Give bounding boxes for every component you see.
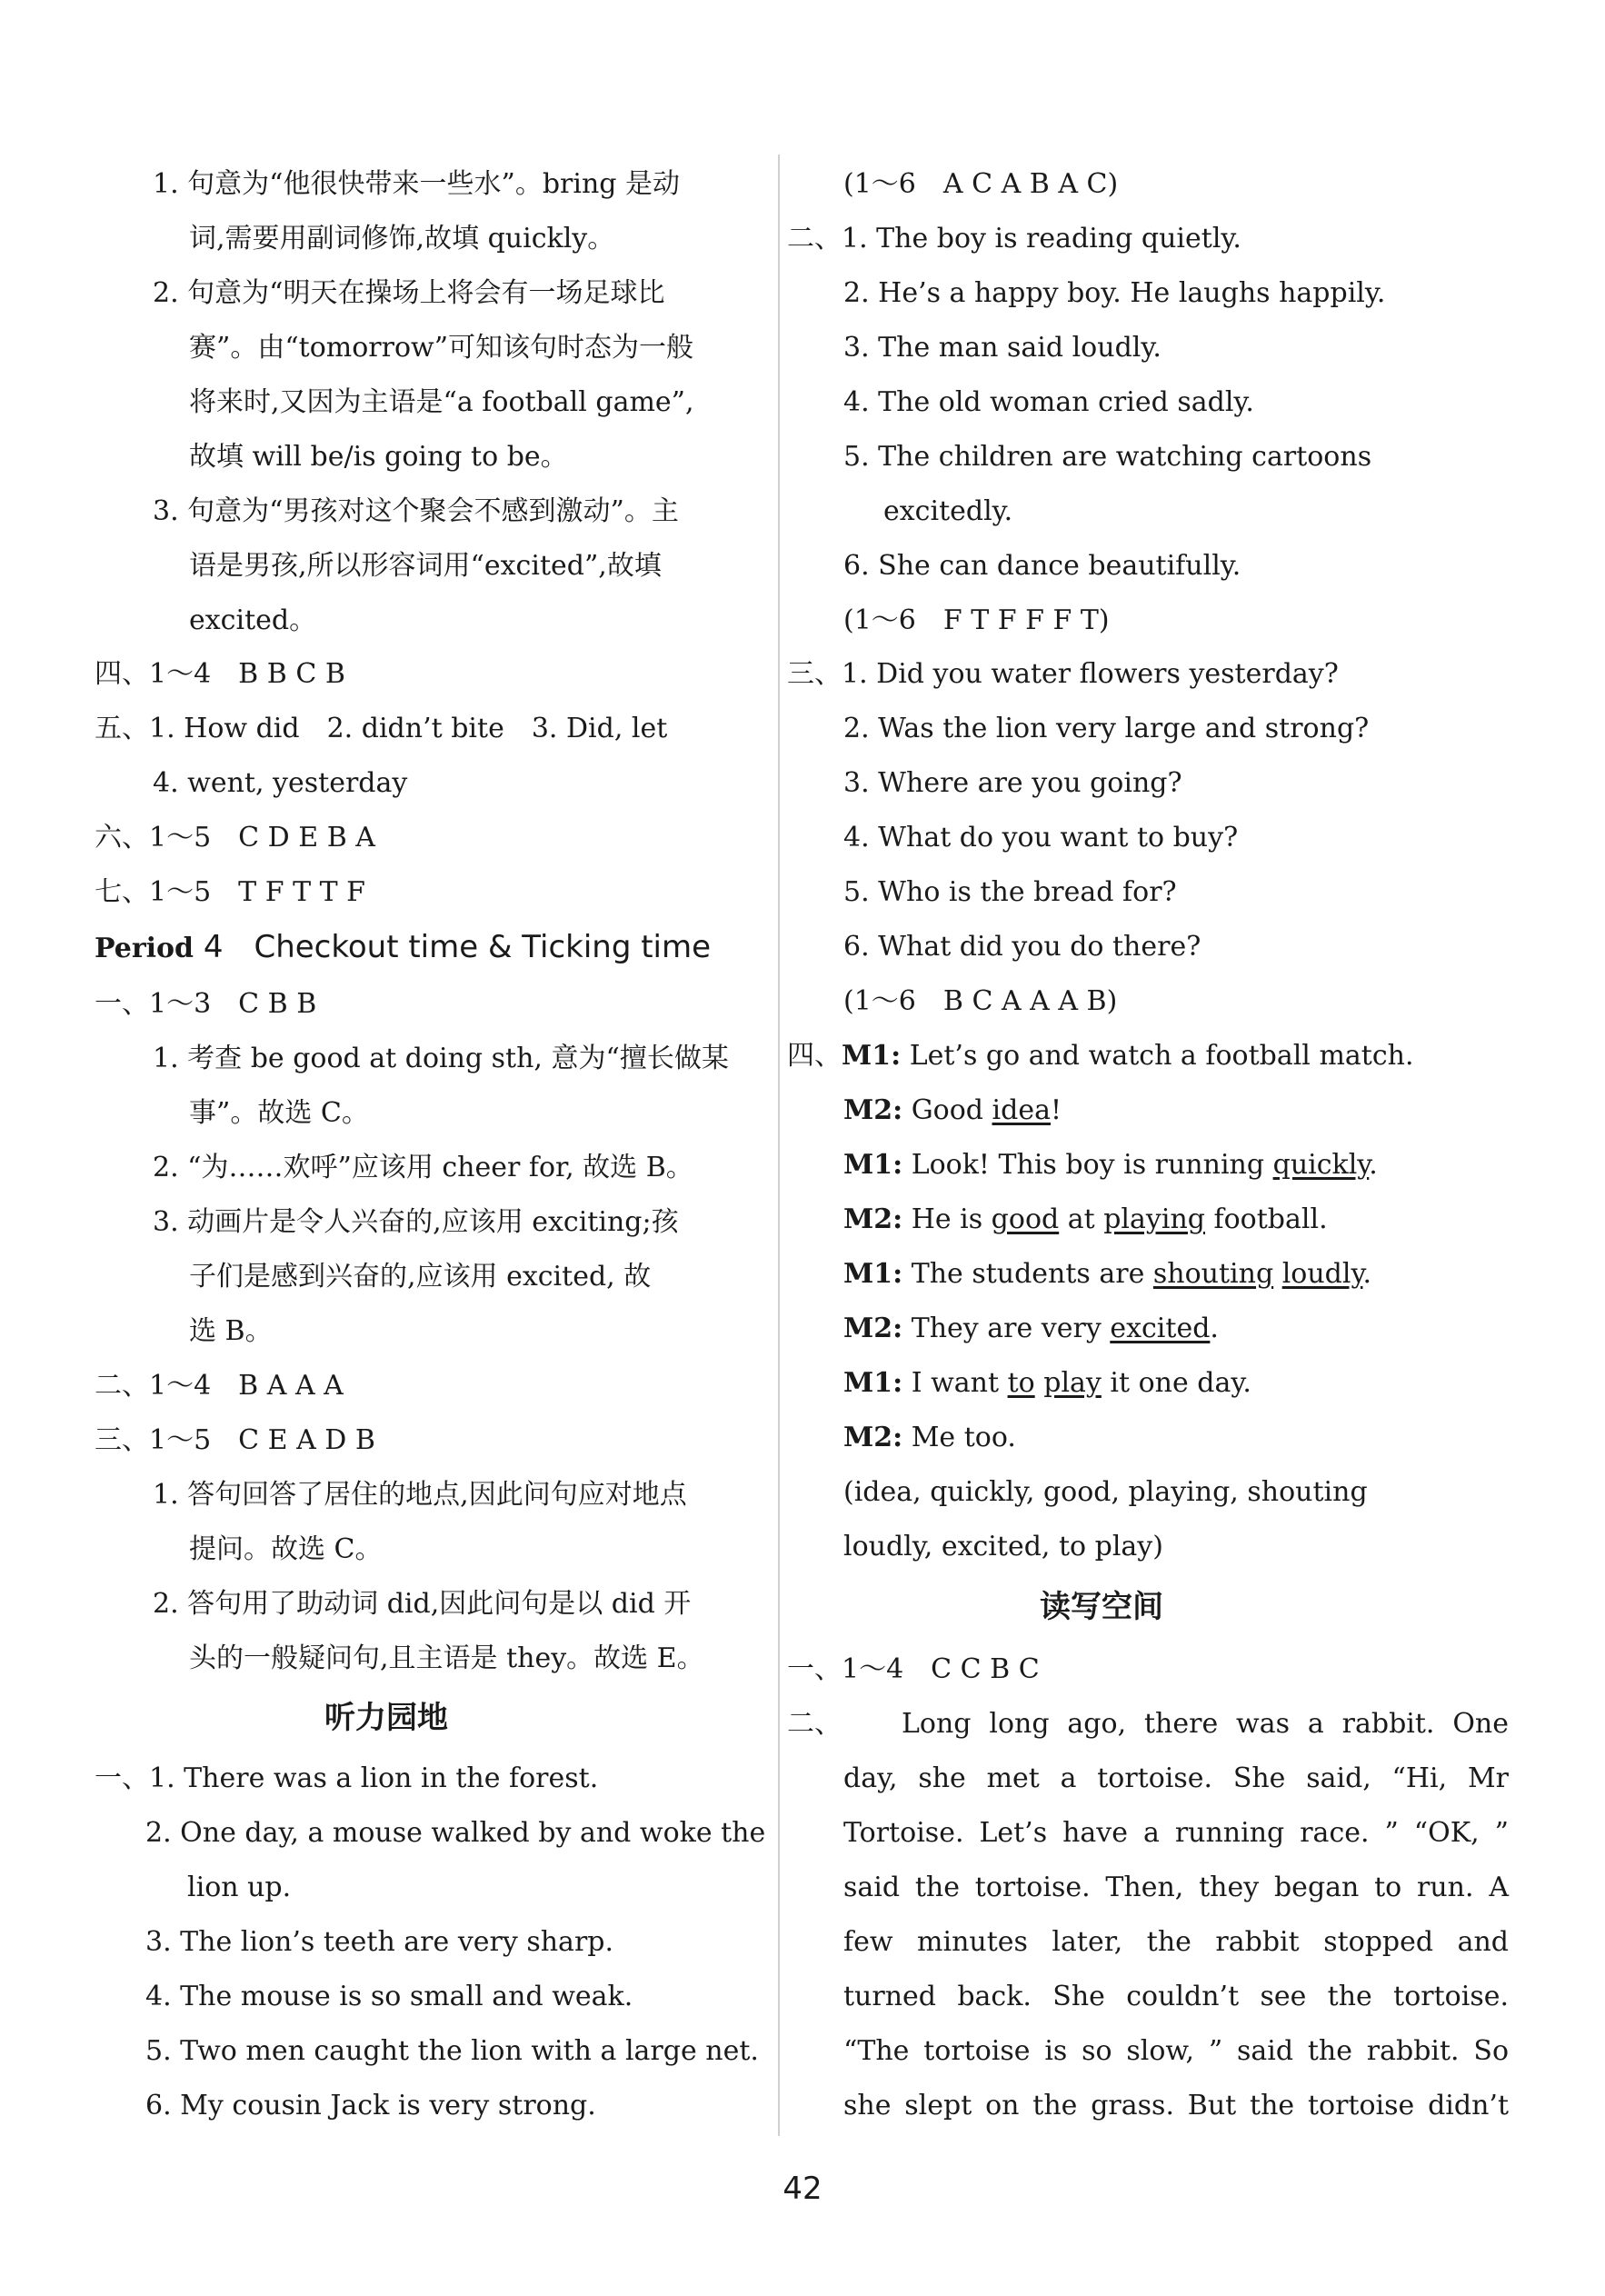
period-q3-line-3: 选 B。 <box>189 1315 273 1347</box>
section-5-line-1: 五、1. How did 2. didn’t bite 3. Did, let <box>95 713 668 744</box>
dialog-line-4 <box>843 1202 1328 1238</box>
period-heading <box>95 929 711 967</box>
period-s3-q1-line-2: 提问。故选 C。 <box>189 1533 383 1565</box>
sec2-item-5-cont: excitedly. <box>883 495 1013 527</box>
dialog-text: it one day. <box>1101 1367 1251 1399</box>
period-label: Period <box>95 933 194 964</box>
dialog-text: The students are <box>902 1258 1153 1290</box>
story-line-7: “The tortoise is so slow, ” said the rabbit. So <box>843 2035 1509 2067</box>
dialog-text: Let’s go and watch a football match. <box>901 1040 1414 1072</box>
sec2-item-6: 6. She can dance beautifully. <box>843 550 1241 582</box>
listening-item-1: 一、1. There was a lion in the forest. <box>95 1762 599 1794</box>
sec2-item-5: 5. The children are watching cartoons <box>843 441 1372 473</box>
dialog-text: . <box>1362 1258 1371 1290</box>
dialog-blank-answer: playing <box>1103 1203 1205 1235</box>
q2-line-4: 故填 will be/is going to be。 <box>189 441 568 473</box>
speaker-label: M2: <box>843 1094 903 1126</box>
q1-line-2: 词,需要用副词修饰,故填 quickly。 <box>189 223 615 255</box>
dialog-line-6 <box>843 1311 1219 1347</box>
sec4-prefix: 四、 <box>787 1040 842 1072</box>
dialog-line-2 <box>843 1093 1062 1129</box>
dialog-text: at <box>1059 1203 1104 1235</box>
section-6-answers: 六、1～5 C D E B A <box>95 822 375 854</box>
period-q1-line-1: 1. 考查 be good at doing sth, 意为“擅长做某 <box>153 1043 729 1074</box>
sec3-item-6: 6. What did you do there? <box>843 931 1201 963</box>
dialog-line-3 <box>843 1147 1378 1183</box>
answers-set-2: (1～6 F T F F F T) <box>843 604 1110 636</box>
dialog-text: I want <box>902 1367 1008 1399</box>
rw-section-2-prefix: 二、 <box>787 1708 842 1740</box>
q2-line-1: 2. 句意为“明天在操场上将会有一场足球比 <box>153 277 665 309</box>
story-line-8: she slept on the grass. But the tortoise didn’t <box>843 2090 1509 2121</box>
speaker-label: M1: <box>842 1040 902 1072</box>
column-divider <box>778 155 780 2136</box>
sec3-item-5: 5. Who is the bread for? <box>843 876 1177 908</box>
story-line-4: said the tortoise. Then, they began to run. A <box>843 1872 1509 1903</box>
sec2-item-4: 4. The old woman cried sadly. <box>843 386 1254 418</box>
listening-item-5: 5. Two men caught the lion with a large net. <box>145 2035 759 2067</box>
listening-item-2-cont: lion up. <box>187 1872 292 1903</box>
story-line-2: day, she met a tortoise. She said, “Hi, Mr <box>843 1762 1509 1794</box>
period-s3-q2-line-2: 头的一般疑问句,且主语是 they。故选 E。 <box>189 1642 704 1674</box>
story-line-3: Tortoise. Let’s have a running race. ” “OK, ” <box>843 1817 1509 1849</box>
story-line-6: turned back. She couldn’t see the tortoise. <box>843 1981 1509 2012</box>
dialog-blank-answer: excited <box>1110 1313 1211 1344</box>
speaker-label: M2: <box>843 1422 903 1453</box>
dialog-text: . <box>1210 1313 1219 1344</box>
period-q3-line-2: 子们是感到兴奋的,应该用 excited, 故 <box>189 1261 652 1293</box>
listening-section-title: 听力园地 <box>324 1700 448 1736</box>
dialog-blank-answer: play <box>1043 1367 1102 1399</box>
q1-line-1: 1. 句意为“他很快带来一些水”。bring 是动 <box>153 168 681 200</box>
sec2-item-3: 3. The man said loudly. <box>843 332 1161 364</box>
speaker-label: M2: <box>843 1313 903 1344</box>
speaker-label: M1: <box>843 1149 903 1181</box>
sec3-item-1: 三、1. Did you water flowers yesterday? <box>787 658 1339 690</box>
speaker-label: M1: <box>843 1367 903 1399</box>
answers-set-4-line-2: loudly, excited, to play) <box>843 1531 1163 1562</box>
dialog-text <box>1035 1367 1044 1399</box>
sec2-item-2: 2. He’s a happy boy. He laughs happily. <box>843 277 1386 309</box>
period-title: 4 Checkout time & Ticking time <box>194 929 712 965</box>
dialog-blank-answer: to <box>1007 1367 1035 1399</box>
q3-line-2: 语是男孩,所以形容词用“excited”,故填 <box>189 550 662 582</box>
section-7-answers: 七、1～5 T F T T F <box>95 876 365 908</box>
dialog-text: ! <box>1050 1094 1062 1126</box>
story-line-5: few minutes later, the rabbit stopped and <box>843 1926 1509 1958</box>
section-5-line-2: 4. went, yesterday <box>153 767 408 799</box>
period-s3-q1-line-1: 1. 答句回答了居住的地点,因此问句应对地点 <box>153 1479 687 1511</box>
dialog-text: football. <box>1204 1203 1328 1235</box>
period-section-1: 一、1～3 C B B <box>95 988 317 1020</box>
speaker-label: M1: <box>843 1258 903 1290</box>
dialog-blank-answer: idea <box>992 1094 1051 1126</box>
dialog-text: Look! This boy is running <box>902 1149 1273 1181</box>
listening-item-3: 3. The lion’s teeth are very sharp. <box>145 1926 614 1958</box>
period-s3-q2-line-1: 2. 答句用了助动词 did,因此问句是以 did 开 <box>153 1588 692 1620</box>
dialog-line-8 <box>843 1420 1016 1456</box>
speaker-label: M2: <box>843 1203 903 1235</box>
dialog-blank-answer: shouting <box>1152 1258 1274 1290</box>
q2-line-3: 将来时,又因为主语是“a football game”, <box>189 386 694 418</box>
dialog-text: . <box>1369 1149 1378 1181</box>
q3-line-1: 3. 句意为“男孩对这个聚会不感到激动”。主 <box>153 495 679 527</box>
story-line-1: Long long ago, there was a rabbit. One <box>902 1708 1509 1740</box>
dialog-text: Me too. <box>902 1422 1016 1453</box>
q2-line-2: 赛”。由“tomorrow”可知该句时态为一般 <box>189 332 694 364</box>
dialog-line-1 <box>787 1038 1414 1074</box>
sec2-item-1: 二、1. The boy is reading quietly. <box>787 223 1241 255</box>
period-q1-line-2: 事”。故选 C。 <box>189 1097 369 1129</box>
answers-set-4-line-1: (idea, quickly, good, playing, shouting <box>843 1476 1368 1508</box>
answers-set-1: (1～6 A C A B A C) <box>843 168 1119 200</box>
page-number: 42 <box>783 2171 822 2207</box>
sec3-item-4: 4. What do you want to buy? <box>843 822 1239 854</box>
dialog-text: He is <box>902 1203 992 1235</box>
period-q3-line-1: 3. 动画片是令人兴奋的,应该用 exciting;孩 <box>153 1206 679 1238</box>
period-section-2: 二、1～4 B A A A <box>95 1370 344 1402</box>
period-q2: 2. “为……欢呼”应该用 cheer for, 故选 B。 <box>153 1152 693 1183</box>
dialog-blank-answer: quickly <box>1272 1149 1370 1181</box>
dialog-line-5 <box>843 1256 1371 1293</box>
dialog-text: Good <box>902 1094 992 1126</box>
dialog-text <box>1273 1258 1282 1290</box>
sec3-item-2: 2. Was the lion very large and strong? <box>843 713 1370 744</box>
rw-section-1: 一、1～4 C C B C <box>787 1653 1040 1685</box>
section-4-answers: 四、1～4 B B C B <box>95 658 345 690</box>
dialog-line-7 <box>843 1365 1251 1402</box>
dialog-blank-answer: good <box>991 1203 1060 1235</box>
listening-item-4: 4. The mouse is so small and weak. <box>145 1981 633 2012</box>
reading-writing-title: 读写空间 <box>1040 1589 1163 1625</box>
period-section-3: 三、1～5 C E A D B <box>95 1424 375 1456</box>
dialog-text: They are very <box>902 1313 1111 1344</box>
listening-item-2: 2. One day, a mouse walked by and woke the <box>145 1817 766 1849</box>
sec3-item-3: 3. Where are you going? <box>843 767 1182 799</box>
dialog-blank-answer: loudly <box>1281 1258 1363 1290</box>
listening-item-6: 6. My cousin Jack is very strong. <box>145 2090 596 2121</box>
answers-set-3: (1～6 B C A A A B) <box>843 985 1118 1017</box>
q3-line-3: excited。 <box>189 604 317 636</box>
